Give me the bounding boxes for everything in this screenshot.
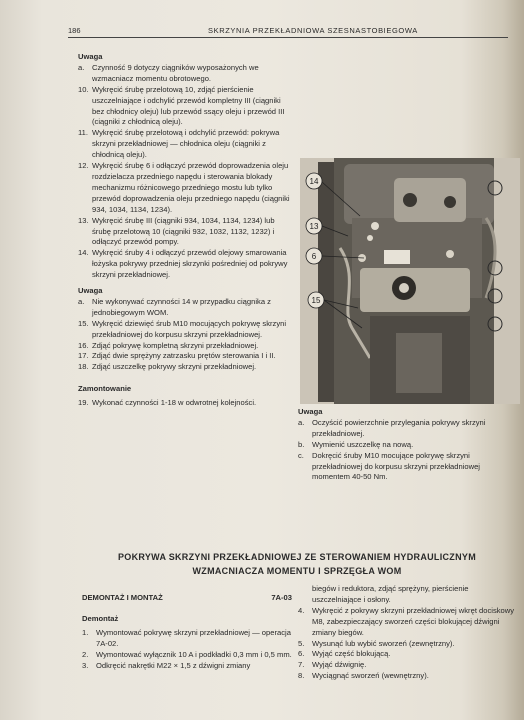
step-item: 12. Wykręcić śrubę 6 i odłączyć przewód doprowadzenia oleju rozdzielacza przedniego napędu i sterowania blokady mechanizmu różnicowego przedniego mostu lub tylko przewód doprowadzenia oleju przedniego napędu (ciągniki 934, 1034, 1134, 1234). [78,161,290,214]
note-heading: Uwaga [78,286,103,296]
note-item: c. Dokręcić śruby M10 mocujące pokrywę skrzyni przekładniowej do korpusu skrzyni przekładniowej momentem 40-50 Nm. [298,450,480,482]
figure-callout: 15 [311,296,321,305]
gearbox-photo [300,158,520,404]
note-item: b. Wymienić uszczelkę na nową. [298,439,414,449]
step-item: 6. Wyjąć część blokującą. [298,649,391,659]
step-item: 10. Wykręcić śrubę przelotową 10, zdjąć pierścienie uszczelniające i odchylić przewód kompletny III (ciągniki bez chłodnicy oleju) lub przewód ssący oleju i przewód III (ciągniki z chłodnicą oleju). [78,84,285,127]
figure-callout: 6 [311,252,317,261]
header-rule [68,37,508,38]
page-header [68,26,508,38]
step-item: 14. Wykręcić śruby 4 i odłączyć przewód olejowy smarowania łożyska pokrywy przedniej skrzynki pośredniej od pokrywy skrzyni przekładniowej. [78,248,288,280]
left-column [78,50,292,409]
disassembly-heading: Demontaż [82,614,119,623]
operation-heading: DEMONTAŻ I MONTAŻ 7A-03 [82,593,292,602]
step-item: 7. Wyjąć dźwignię. [298,660,367,670]
bottom-right-column [298,584,518,682]
operation-code: 7A-03 [271,593,292,602]
step-item: 18. Zdjąć uszczelkę pokrywy skrzyni przekładniowej. [78,362,257,372]
note-item: a. Czynność 9 dotyczy ciągników wyposażonych we wzmacniacz momentu obrotowego. [78,62,259,83]
step-item: 15. Wykręcić dziewięć śrub M10 mocujących pokrywę skrzyni przekładniowej do korpusu skrzyni przekładniowej. [78,318,287,339]
reassembly-heading: Zamontowanie [78,384,132,394]
step-item: 16. Zdjąć pokrywę kompletną skrzyni przekładniowej. [78,340,259,350]
step-item: 13. Wykręcić śrubę III (ciągniki 934, 1034, 1134, 1234) lub śrubę przelotową 10 (ciągniki 932, 1032, 1132, 1232) i odłączyć przewód pompy. [78,215,275,247]
step-item: 4. Wykręcić z pokrywy skrzyni przekładniowej wkręt dociskowy M8, zabezpieczający sworzeń części blokującej dźwigni zmiany biegów. [298,605,515,637]
step-item: 2. Wymontować wyłącznik 10 A i podkładki 0,3 mm i 0,5 mm. [82,649,292,659]
note-heading: Uwaga [298,407,323,416]
section-title: POKRYWA SKRZYNI PRZEKŁADNIOWEJ ZE STEROWANIEM HYDRAULICZNYM WZMACNIACZA MOMENTU I SPRZĘGŁA WOM [117,552,477,576]
bottom-left-column [82,612,292,672]
step-continuation: biegów i reduktora, zdjąć sprężyny, pierścienie uszczelniające i osłony. [312,584,469,604]
step-item: 1. Wymontować pokrywę skrzyni przekładniowej — operacja 7A-02. [82,627,291,648]
right-column [298,405,518,483]
step-item: 11. Wykręcić śrubę przelotową i odchylić przewód: pokrywa skrzyni przekładniowej — chłodnica oleju (ciągniki z chłodnicą oleju). [78,128,280,160]
page-number: 186 [68,26,81,35]
step-item: 8. Wyciągnąć sworzeń (wewnętrzny). [298,671,429,681]
note-heading: Uwaga [78,52,103,61]
note-item: a. Oczyścić powierzchnie przylegania pokrywy skrzyni przekładniowej. [298,417,486,438]
figure-callout: 14 [309,177,319,186]
step-item: 3. Odkręcić nakrętki M22 × 1,5 z dźwigni zmiany [82,660,251,670]
step-item: 17. Zdjąć dwie sprężyny zatrzasku prętów sterowania I i II. [78,351,276,361]
figure-callout: 13 [309,222,319,231]
running-title: SKRZYNIA PRZEKŁADNIOWA SZESNASTOBIEGOWA [208,26,418,35]
step-item: 19. Wykonać czynności 1-18 w odwrotnej kolejności. [78,398,257,408]
note-item: a. Nie wykonywać czynności 14 w przypadku ciągnika z jednobiegowym WOM. [78,296,271,317]
step-item: 5. Wysunąć lub wybić sworzeń (zewnętrzny). [298,638,455,648]
